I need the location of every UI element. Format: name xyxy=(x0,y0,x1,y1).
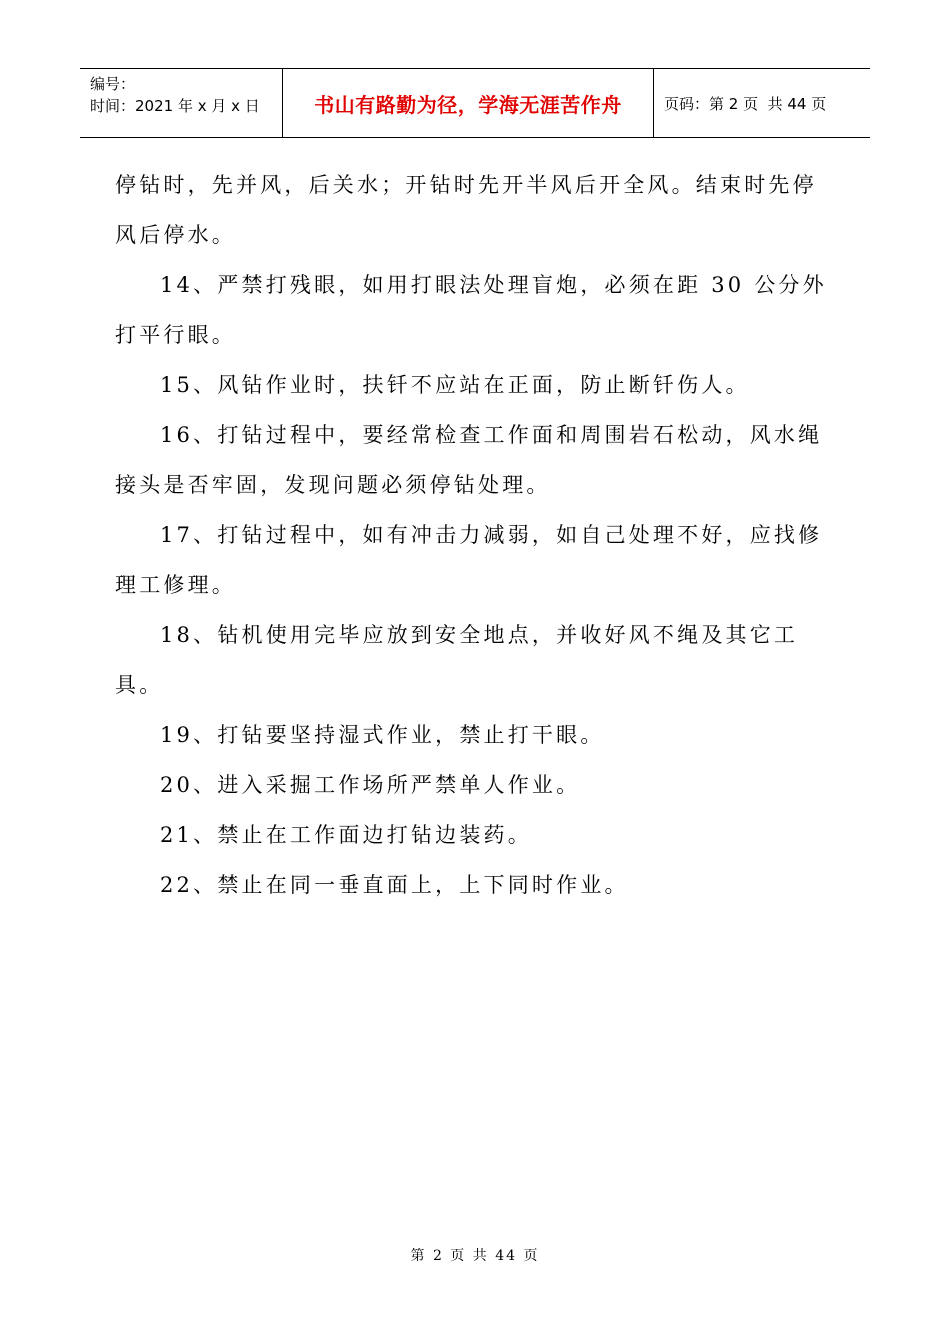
paragraph: 15、风钻作业时，扶钎不应站在正面，防止断钎伤人。 xyxy=(160,373,750,397)
paragraph: 停钻时，先并风，后关水；开钻时先开半风后开全风。结束时先停风后停水。 xyxy=(115,173,817,247)
paragraph: 20、进入采掘工作场所严禁单人作业。 xyxy=(160,773,581,797)
paragraph: 22、禁止在同一垂直面上，上下同时作业。 xyxy=(160,873,629,897)
header-motto: 书山有路勤为径，学海无涯苦作舟 xyxy=(314,92,622,117)
paragraph: 18、钻机使用完毕应放到安全地点，并收好风不绳及其它工具。 xyxy=(115,623,799,697)
header-page-info: 页码：第 2 页 共 44 页 xyxy=(664,94,827,113)
paragraph: 19、打钻要坚持湿式作业，禁止打干眼。 xyxy=(160,723,605,747)
header-motto-cell xyxy=(282,69,654,137)
document-body xyxy=(115,160,835,910)
document-date: 时间：2021 年 x 月 x 日 xyxy=(90,97,260,115)
page-footer xyxy=(0,1245,950,1265)
paragraph: 14、严禁打残眼，如用打眼法处理盲炮，必须在距 30 公分外打平行眼。 xyxy=(115,273,827,347)
header-meta xyxy=(80,69,282,137)
footer-page-number: 第 2 页 共 44 页 xyxy=(410,1248,540,1264)
paragraph: 17、打钻过程中，如有冲击力减弱，如自己处理不好，应找修理工修理。 xyxy=(115,523,823,597)
page-header xyxy=(80,68,870,138)
header-page-info-cell xyxy=(654,69,870,137)
paragraph: 21、禁止在工作面边打钻边装药。 xyxy=(160,823,532,847)
document-number-label: 编号： xyxy=(90,75,136,93)
paragraph: 16、打钻过程中，要经常检查工作面和周围岩石松动，风水绳接头是否牢固，发现问题必须停钻处理。 xyxy=(115,423,823,497)
